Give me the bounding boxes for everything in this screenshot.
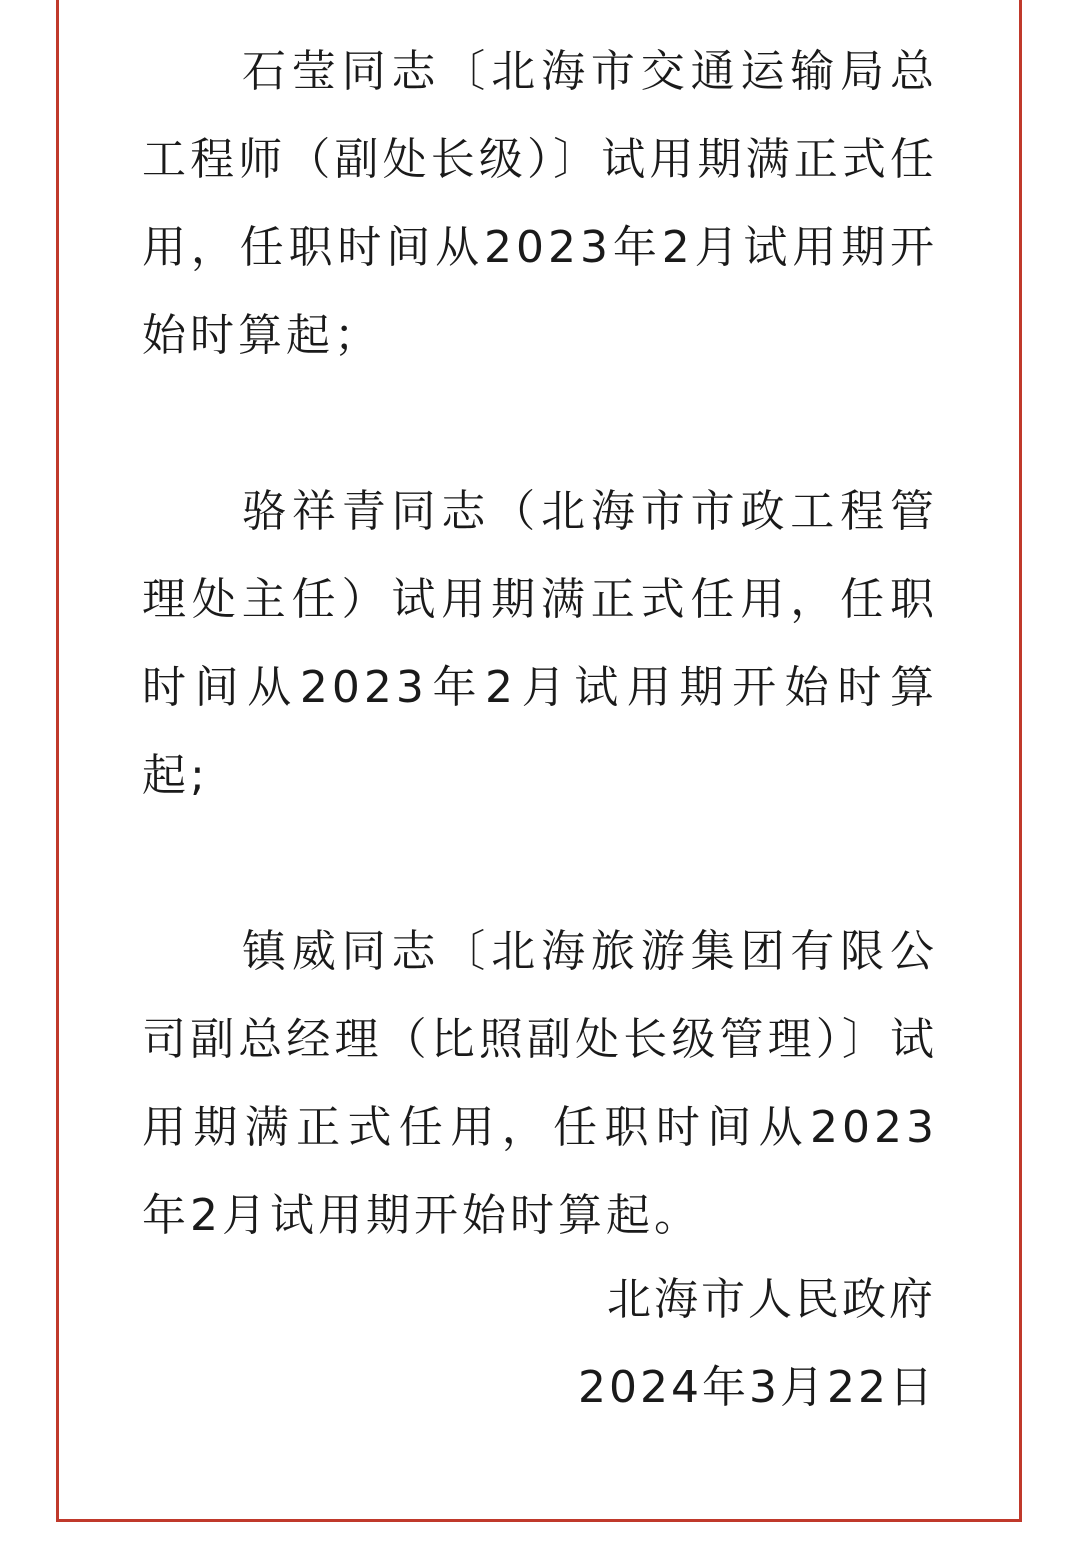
appointment-paragraph-1: 石莹同志〔北海市交通运输局总工程师（副处长级）〕试用期满正式任用，任职时间从2023年2月试用期开始时算起； [142,46,938,361]
issue-date: 2024年3月22日 [578,1362,936,1413]
issuer-signature: 北海市人民政府 [607,1274,936,1325]
appointment-paragraph-2: 骆祥青同志（北海市市政工程管理处主任）试用期满正式任用，任职时间从2023年2月试用期开始时算起; [142,486,938,801]
appointment-paragraph-3: 镇威同志〔北海旅游集团有限公司副总经理（比照副处长级管理）〕试用期满正式任用，任职时间从2023年2月试用期开始时算起。 [142,926,938,1241]
document-body [142,28,938,1260]
